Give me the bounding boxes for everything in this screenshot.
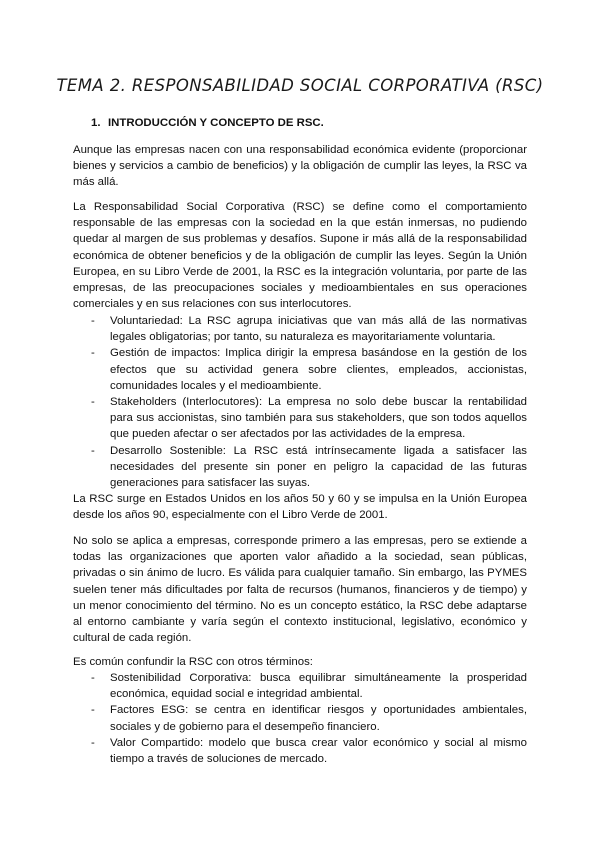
section-heading bbox=[91, 117, 324, 129]
bullet-dash: - bbox=[91, 347, 95, 360]
section-heading-text: INTRODUCCIÓN Y CONCEPTO DE RSC. bbox=[108, 117, 324, 129]
definition-paragraph: La Responsabilidad Social Corporativa (RSC) se define como el comportamiento responsable de las empresas con la sociedad en la que están inmersas, no pudiendo quedar al margen de sus problemas y desafíos. Supone ir más allá de la responsabilidad económica de obtener beneficios y de la obligación de cumplir las leyes. Según la Unión Europea, en su Libro Verde de 2001, la RSC es la integración voluntaria, por parte de las empresas, de las preocupaciones sociales y medioambientales en sus operaciones comerciales y en sus relaciones con sus interlocutores. bbox=[73, 201, 527, 311]
bullet-dash: - bbox=[91, 736, 95, 749]
origin-paragraph: La RSC surge en Estados Unidos en los años 50 y 60 y se impulsa en la Unión Europea desde los años 90, especialmente con el Libro Verde de 2001. bbox=[73, 493, 527, 522]
related-terms-list bbox=[91, 670, 527, 767]
bullet-dash: - bbox=[91, 672, 95, 684]
related-terms-intro: Es común confundir la RSC con otros términos: bbox=[73, 656, 313, 668]
bullet-dash: - bbox=[91, 315, 95, 327]
intro-paragraph: Aunque las empresas nacen con una responsabilidad económica evidente (proporcionar bienes y servicios a cambio de beneficios) y la obligación de cumplir las leyes, la RSC va más allá. bbox=[73, 144, 527, 189]
section-number: 1. bbox=[91, 117, 101, 129]
list-item-text: Desarrollo Sostenible: La RSC está intrínsecamente ligada a satisfacer las necesidades del presente sin poner en peligro la capacidad de las futuras generaciones para satisfacer las suyas. bbox=[110, 444, 527, 490]
characteristics-list bbox=[91, 313, 527, 491]
list-item-text: Sostenibilidad Corporativa: busca equilibrar simultáneamente la prosperidad económica, equidad social e integridad ambiental. bbox=[110, 672, 527, 701]
list-item bbox=[91, 313, 527, 345]
list-item bbox=[91, 443, 527, 492]
bullet-dash: - bbox=[91, 704, 95, 717]
list-item bbox=[91, 345, 527, 394]
bullet-dash: - bbox=[91, 444, 95, 457]
list-item bbox=[91, 670, 527, 702]
scope-paragraph: No solo se aplica a empresas, corresponde primero a las empresas, pero se extiende a todas las organizaciones que aporten valor añadido a la sociedad, sean públicas, privadas o sin ánimo de lucro. Es válida para cualquier tamaño. Sin embargo, las PYMES suelen tener más dificultades por falta de recursos (humanos, financieros y de tiempo) y un menor conocimiento del término. No es un concepto estático, la RSC debe adaptarse al entorno cambiante y varía según el contexto institucional, legislativo, económico y cultural de cada región. bbox=[73, 535, 527, 645]
list-item-text: Gestión de impactos: Implica dirigir la empresa basándose en la gestión de los efectos que su actividad genera sobre clientes, empleados, accionistas, comunidades locales y el medioambiente. bbox=[110, 347, 527, 392]
list-item-text: Valor Compartido: modelo que busca crear valor económico y social al mismo tiempo a través de soluciones de mercado. bbox=[110, 736, 527, 766]
bullet-dash: - bbox=[91, 396, 95, 409]
list-item-text: Factores ESG: se centra en identificar riesgos y oportunidades ambientales, sociales y de gobierno para el desempeño financiero. bbox=[110, 704, 527, 733]
list-item-text: Voluntariedad: La RSC agrupa iniciativas que van más allá de las normativas legales obligatorias; por tanto, su naturaleza es mayoritariamente voluntaria. bbox=[110, 315, 527, 344]
list-item bbox=[91, 735, 527, 767]
list-item bbox=[91, 394, 527, 443]
page-title: TEMA 2. RESPONSABILIDAD SOCIAL CORPORATIVA (RSC) bbox=[56, 76, 544, 95]
list-item-text: Stakeholders (Interlocutores): La empresa no solo debe buscar la rentabilidad para sus accionistas, sino también para sus stakeholders, que son todos aquellos que pueden afectar o ser afectados por las actividades de la empresa. bbox=[110, 396, 527, 441]
list-item bbox=[91, 702, 527, 734]
